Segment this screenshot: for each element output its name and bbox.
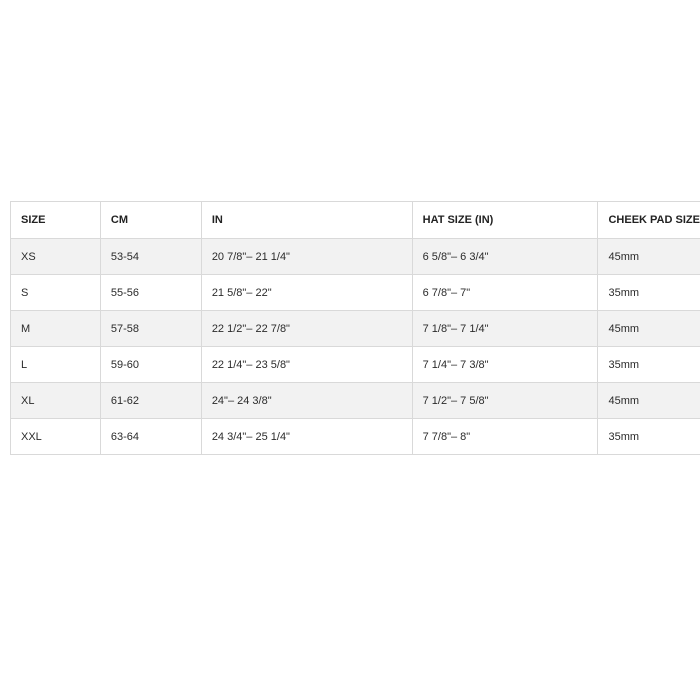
cell-cm: 55-56 bbox=[100, 275, 201, 311]
table-row bbox=[11, 419, 700, 455]
table-row bbox=[11, 239, 700, 275]
table-row bbox=[11, 311, 700, 347]
cell-hat-size: 7 1/4"– 7 3/8" bbox=[412, 347, 598, 383]
header-cm: CM bbox=[100, 202, 201, 239]
cell-cheek-pad-size: 45mm bbox=[598, 239, 700, 275]
cell-cheek-pad-size: 45mm bbox=[598, 383, 700, 419]
cell-in: 20 7/8"– 21 1/4" bbox=[201, 239, 412, 275]
cell-cheek-pad-size: 35mm bbox=[598, 275, 700, 311]
cell-size: XL bbox=[11, 383, 101, 419]
cell-cm: 61-62 bbox=[100, 383, 201, 419]
table-row bbox=[11, 275, 700, 311]
cell-hat-size: 6 7/8"– 7" bbox=[412, 275, 598, 311]
cell-cm: 57-58 bbox=[100, 311, 201, 347]
table-row bbox=[11, 383, 700, 419]
cell-size: M bbox=[11, 311, 101, 347]
cell-cm: 63-64 bbox=[100, 419, 201, 455]
cell-in: 22 1/2"– 22 7/8" bbox=[201, 311, 412, 347]
cell-hat-size: 6 5/8"– 6 3/4" bbox=[412, 239, 598, 275]
header-in: IN bbox=[201, 202, 412, 239]
cell-size: XS bbox=[11, 239, 101, 275]
table-header-row bbox=[11, 202, 700, 239]
cell-hat-size: 7 7/8"– 8" bbox=[412, 419, 598, 455]
cell-in: 22 1/4"– 23 5/8" bbox=[201, 347, 412, 383]
cell-cm: 53-54 bbox=[100, 239, 201, 275]
cell-size: L bbox=[11, 347, 101, 383]
cell-cheek-pad-size: 45mm bbox=[598, 311, 700, 347]
cell-cheek-pad-size: 35mm bbox=[598, 347, 700, 383]
header-hat-size: HAT SIZE (IN) bbox=[412, 202, 598, 239]
cell-in: 24 3/4"– 25 1/4" bbox=[201, 419, 412, 455]
cell-hat-size: 7 1/8"– 7 1/4" bbox=[412, 311, 598, 347]
size-chart-table bbox=[10, 201, 700, 455]
cell-in: 21 5/8"– 22" bbox=[201, 275, 412, 311]
cell-in: 24"– 24 3/8" bbox=[201, 383, 412, 419]
cell-hat-size: 7 1/2"– 7 5/8" bbox=[412, 383, 598, 419]
table-row bbox=[11, 347, 700, 383]
cell-size: XXL bbox=[11, 419, 101, 455]
header-size: SIZE bbox=[11, 202, 101, 239]
cell-cm: 59-60 bbox=[100, 347, 201, 383]
cell-cheek-pad-size: 35mm bbox=[598, 419, 700, 455]
header-cheek-pad-size: CHEEK PAD SIZE bbox=[598, 202, 700, 239]
cell-size: S bbox=[11, 275, 101, 311]
